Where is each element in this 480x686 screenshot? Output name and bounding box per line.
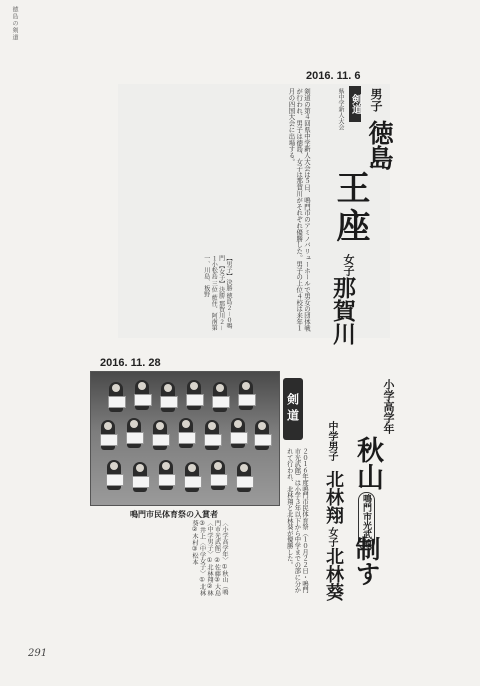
article2-boys-name: 北林翔	[323, 470, 344, 524]
article2-body: ２０１６年度鳴門市民体育祭（１０月２２日・鳴門市光武館）は小学３年以下から中学までの部に分かれて行われ、北林翔と北林葵が優勝した。	[285, 448, 308, 593]
article2-boys-label: 中学男子	[326, 421, 337, 461]
article2-results: 〈小学高学年〉①秋山（鳴門市光武館）②佐藤③大島〈中学男子〉①北林翔②林③井上〈中学女子〉①北林葵②木村③松本	[191, 520, 228, 596]
page-number: 291	[28, 648, 48, 659]
article2-team: 秋山	[352, 436, 383, 490]
article2-girls-label: 女子	[326, 527, 337, 547]
article2-girls-name: 北林葵	[323, 547, 344, 601]
article1-boys-team: 徳島	[365, 120, 394, 170]
article2-tag: 剣道	[283, 378, 303, 440]
article1-tag-sub: 県中学新人大会	[337, 88, 344, 130]
photo-caption: 鳴門市民体育祭の入賞者	[130, 510, 218, 519]
article1-headline: 王座	[330, 170, 370, 246]
article1-date: 2016. 11. 6	[306, 70, 361, 82]
article1-body: 剣道の第４回県中学新人大会は５日、鳴門市のアミノバリューホールで男女の団体戦が行われ、男子は徳島、女子は那賀川がそれぞれ優勝した。男子の上位４校は来年１月の四国大会に出場する。	[287, 88, 311, 332]
article1-results: 【男子】決勝 徳島２－０鳴門 【女子】決勝 那賀川２－１小松島 三位 藍住、阿南第一、川島、板野	[202, 255, 232, 331]
header-title: 徳島の剣道	[11, 6, 18, 41]
article1-girls-label: 女子	[342, 254, 355, 276]
article2-date: 2016. 11. 28	[100, 357, 161, 369]
article2-grade: 小学高学年	[382, 379, 395, 434]
article1-girls-team: 那賀川	[329, 276, 355, 345]
article2-headline: 制す	[352, 536, 381, 586]
article1-tag: 剣道	[349, 86, 361, 122]
article2-team-sub: 鳴門市光武館	[358, 492, 375, 550]
article1-boys-label: 男子	[369, 88, 383, 112]
